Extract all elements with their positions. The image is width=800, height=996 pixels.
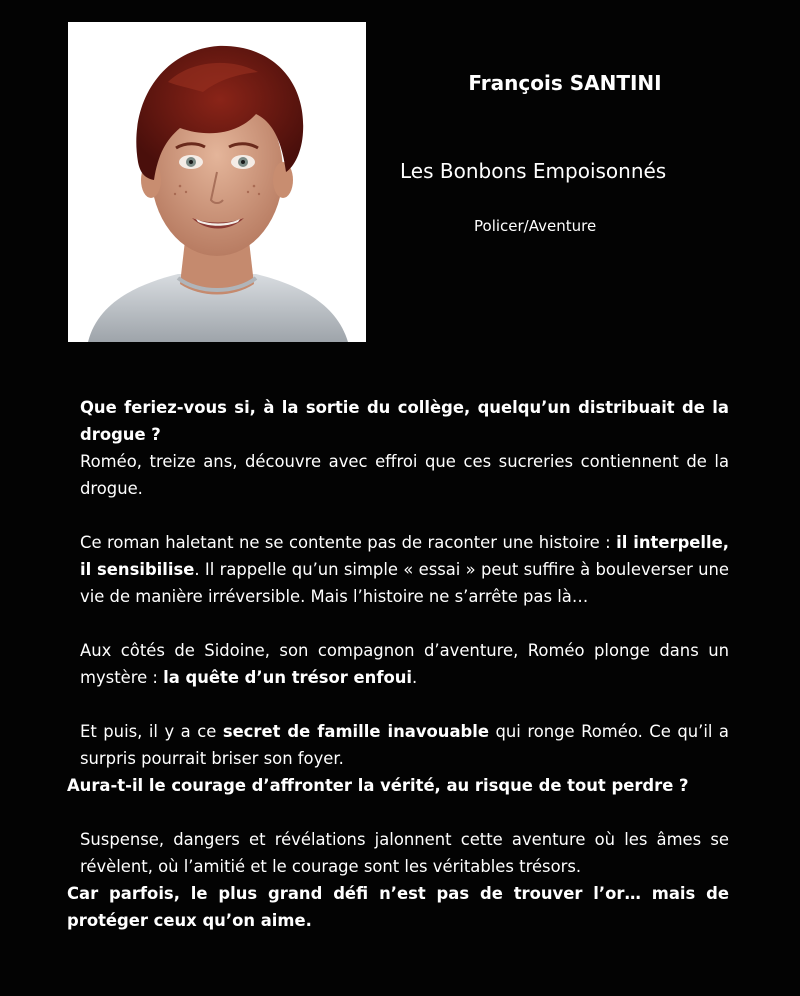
book-title: Les Bonbons Empoisonnés <box>400 159 667 183</box>
author-portrait-image <box>68 22 366 342</box>
paragraph-romeo: Roméo, treize ans, découvre avec effroi que ces sucreries contiennent de la drogue. <box>80 452 729 498</box>
paragraph-conclusion: Car parfois, le plus grand défi n’est pas de trouver l’or… mais de protéger ceux qu’on aime. <box>67 884 729 930</box>
child-portrait-illustration <box>68 22 366 342</box>
book-synopsis <box>67 394 729 934</box>
paragraph-secret: Et puis, il y a ce secret de famille inavouable qui ronge Roméo. Ce qu’il a surpris pourrait briser son foyer. <box>80 722 729 768</box>
paragraph-suspense: Suspense, dangers et révélations jalonnent cette aventure où les âmes se révèlent, où l’amitié et le courage sont les véritables trésors. <box>80 830 729 876</box>
paragraph-spacer <box>67 502 729 529</box>
author-name: François SANTINI <box>468 71 662 95</box>
paragraph-courage-question: Aura-t-il le courage d’affronter la vérité, au risque de tout perdre ? <box>67 776 689 795</box>
book-genre: Policer/Aventure <box>474 217 597 235</box>
paragraph-spacer <box>67 610 729 637</box>
paragraph-spacer <box>67 799 729 826</box>
paragraph-spacer <box>67 691 729 718</box>
paragraph-sidoine: Aux côtés de Sidoine, son compagnon d’aventure, Roméo plonge dans un mystère : la quête d’un trésor enfoui. <box>80 641 729 687</box>
paragraph-roman: Ce roman haletant ne se contente pas de raconter une histoire : il interpelle, il sensibilise. Il rappelle qu’un simple « essai » peut suffire à bouleverser une vie de manière irréversible. Mais l’histoire ne s’arrête pas là… <box>80 533 729 606</box>
paragraph-question: Que feriez-vous si, à la sortie du collège, quelqu’un distribuait de la drogue ? <box>80 398 729 444</box>
